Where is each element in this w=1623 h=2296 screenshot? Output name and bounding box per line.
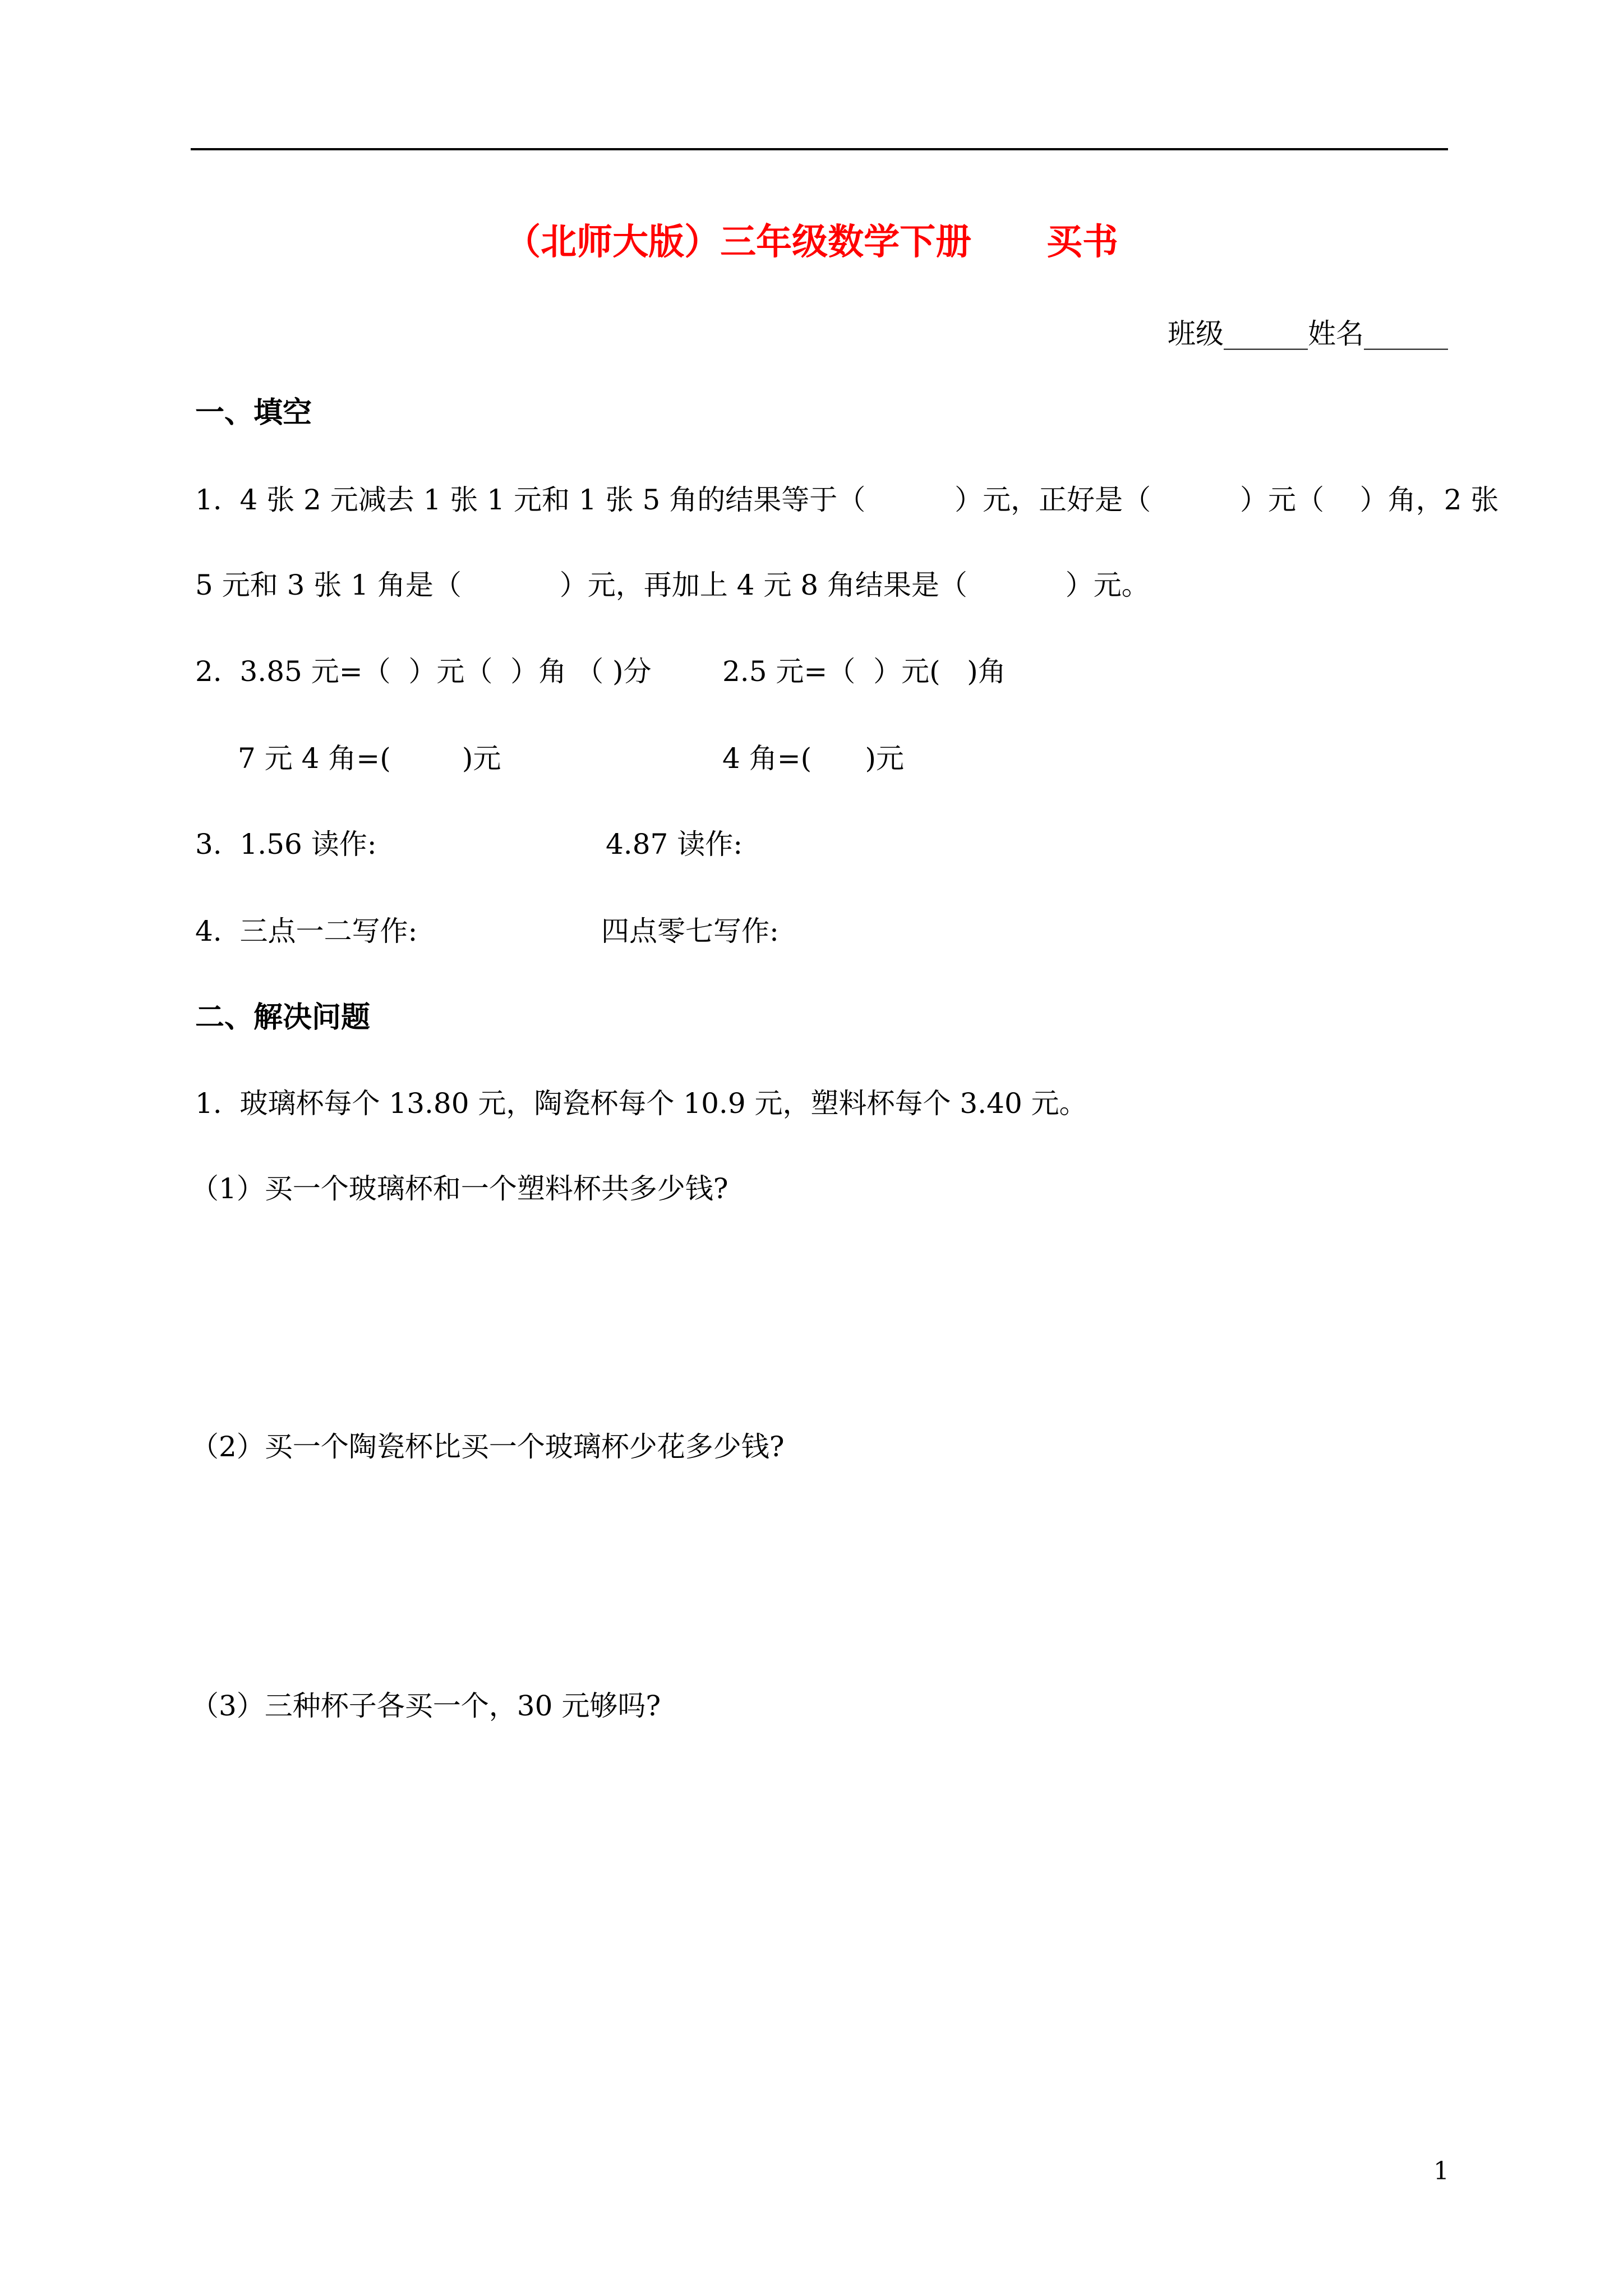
- section-heading-solve-problems: 二、解决问题: [195, 1000, 371, 1034]
- question-2-line-2-right: 4 角=( )元: [722, 742, 904, 775]
- problem-1-stem: 1. 玻璃杯每个 13.80 元，陶瓷杯每个 10.9 元，塑料杯每个 3.40 元。: [195, 1087, 1087, 1120]
- question-2-line-1-right: 2.5 元=（ ）元( )角: [722, 655, 1006, 688]
- problem-1-sub-1: （1）买一个玻璃杯和一个塑料杯共多少钱?: [191, 1172, 728, 1205]
- problem-1-sub-3: （3）三种杯子各买一个，30 元够吗?: [191, 1690, 661, 1722]
- question-1-line-1: 1. 4 张 2 元减去 1 张 1 元和 1 张 5 角的结果等于（ ）元，正好是（ ）元（ ）角，2 张: [195, 484, 1499, 516]
- question-4-right: 四点零七写作:: [601, 915, 779, 947]
- header-rule: [191, 148, 1448, 150]
- question-2-line-2-left: 7 元 4 角=( )元: [238, 742, 501, 775]
- question-3-right: 4.87 读作:: [606, 828, 743, 861]
- question-4-left: 4. 三点一二写作:: [195, 915, 418, 947]
- worksheet-title: （北师大版）三年级数学下册 买书: [505, 221, 1118, 263]
- question-3-left: 3. 1.56 读作:: [195, 828, 377, 861]
- page-number: 1: [1433, 2157, 1449, 2185]
- question-2-line-1-left: 2. 3.85 元=（ ）元（ ）角 （ )分: [195, 655, 652, 688]
- problem-1-sub-2: （2）买一个陶瓷杯比买一个玻璃杯少花多少钱?: [191, 1430, 785, 1463]
- class-name-fields: 班级______姓名______: [1168, 318, 1448, 350]
- section-heading-fill-blanks: 一、填空: [195, 395, 312, 430]
- question-1-line-2: 5 元和 3 张 1 角是（ ）元，再加上 4 元 8 角结果是（ ）元。: [195, 569, 1150, 601]
